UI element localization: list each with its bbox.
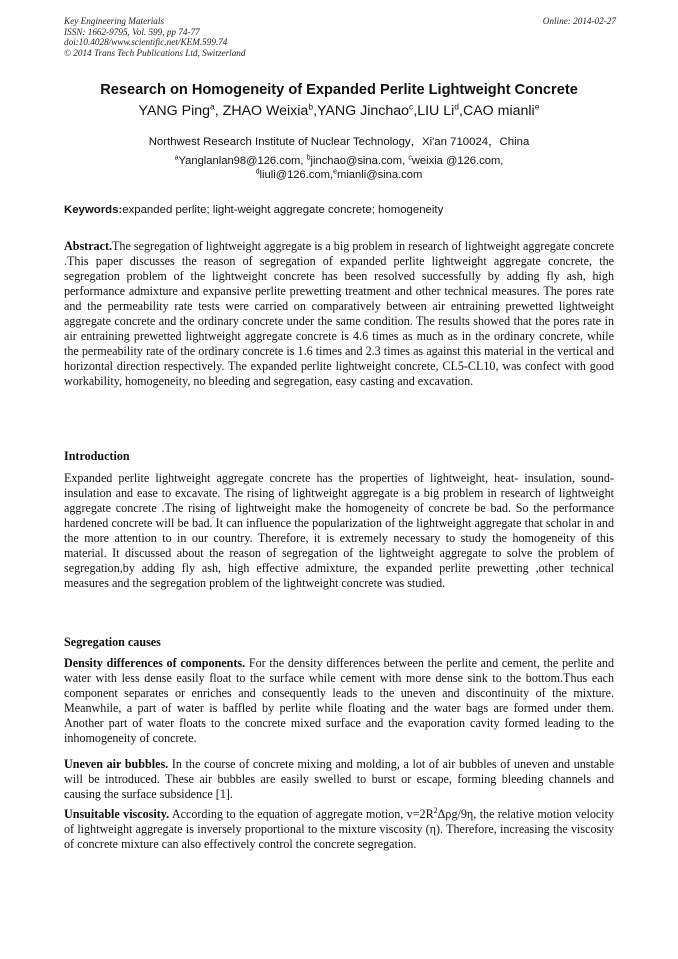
- author-name: YANG Jinchao: [317, 103, 410, 119]
- density-text: For the density differences between the perlite and cement, the perlite and water with less dense easily float to the surface while cement with more dense sink to the bottom.Thus each component separates or enriches and consequently leads to the uneven and discontinuity of the mixture. Meanwhile, a part of water is baffled by perlite while floating and the water bags are formed under them. Another part of water floats to the concrete mixed surface and the evaporation cavity formed leading to the inhomogeneity of concrete.: [64, 656, 614, 746]
- viscosity-label: Unsuitable viscosity.: [64, 807, 170, 821]
- online-date: Online: 2014-02-27: [542, 16, 616, 26]
- author-sup: a: [210, 101, 215, 112]
- author-name: CAO mianli: [462, 103, 535, 119]
- author-sep: ,: [459, 103, 463, 119]
- affiliation: Northwest Research Institute of Nuclear Technology，Xi'an 710024，China: [148, 136, 530, 148]
- email-sup: a: [174, 154, 179, 162]
- air-bubbles-label: Uneven air bubbles.: [64, 757, 169, 771]
- author-sup: e: [534, 101, 540, 112]
- abstract-label: Abstract.: [64, 239, 113, 253]
- author-sep: ,: [313, 103, 318, 119]
- author-name: YANG Ping: [138, 103, 211, 119]
- copyright-line: © 2014 Trans Tech Publications Ltd, Switzerland: [64, 47, 246, 58]
- journal-name: Key Engineering Materials: [64, 16, 165, 26]
- author-sep: ,: [413, 103, 418, 119]
- density-paragraph: [64, 656, 614, 746]
- author-name: LIU Li: [417, 103, 455, 119]
- viscosity-text-b: Δρg/9η, the relative motion velocity of lightweight aggregate is inversely proportional to the mixture viscosity (η). Therefore, increasing the viscosity of concrete mixture can also effectively control the concrete segregation.: [64, 807, 614, 852]
- email-d: liuli@126.com,: [259, 169, 334, 181]
- email-sup: b: [306, 154, 311, 162]
- viscosity-text-a: According to the equation of aggregate motion, v=2R: [169, 807, 434, 821]
- viscosity-sup: 2: [433, 805, 438, 815]
- keywords-text: expanded perlite; light-weight aggregate concrete; homogeneity: [122, 204, 444, 216]
- author-sup: c: [409, 101, 414, 112]
- email-e: mianli@sina.com: [337, 169, 423, 181]
- journal-header: [64, 16, 616, 58]
- issn-line: ISSN: 1662-9795, Vol. 599, pp 74-77: [64, 26, 200, 37]
- email-sup: c: [408, 154, 412, 162]
- author-sup: d: [454, 101, 460, 112]
- email-sup: e: [333, 168, 337, 176]
- density-label: Density differences of components.: [64, 656, 246, 670]
- air-bubbles-text: In the course of concrete mixing and molding, a lot of air bubbles of uneven and unstable will be introduced. These air bubbles are easily swelled to burst or escape, forming bleeding channels and causing the surface subsidence [1].: [64, 757, 614, 802]
- email-line-1: [40, 154, 638, 168]
- email-line-2: [40, 168, 638, 182]
- author-name: ZHAO Weixia: [222, 103, 309, 119]
- keywords-label: Keywords:: [64, 204, 123, 216]
- abstract-text: The segregation of lightweight aggregate is a big problem in research of lightweight aggregate concrete .This paper discusses the reason of segregation of expanded perlite lightweight aggregate concrete, the segregation problem of the lightweight concrete has been resolved successfully by adding fly ash, high performance admixture and expansive perlite prewetting treatment and other technical measures. The pores rate and the permeability rate tests were carried on comparatively between air entraining prewetted lightweight aggregate concrete and the ordinary concrete under the same condition. The results showed that the pores rate in air entraining prewetted lightweight aggregate concrete is 4.6 times as much as in the ordinary concrete, while the permeability rate of the ordinary concrete is 1.6 times and 2.3 times as against this material in the vertical and horizontal direction respectively. The expanded perlite lightweight concrete, CL5-CL10, was confect with good workability, homogeneity, no bleeding and segregation, easy casting and excavation.: [64, 239, 614, 389]
- email-block: [40, 154, 638, 182]
- doi-line: doi:10.4028/www.scientific.net/KEM.599.74: [64, 37, 228, 48]
- paper-title: Research on Homogeneity of Expanded Perlite Lightweight Concrete: [100, 82, 578, 98]
- segregation-heading: Segregation causes: [64, 635, 161, 649]
- email-a: Yanglanlan98@126.com,: [178, 155, 307, 167]
- author-list: [40, 103, 638, 119]
- abstract: [64, 239, 614, 389]
- email-sup: d: [255, 168, 260, 176]
- author-sep: ,: [214, 103, 223, 119]
- email-c: weixia @126.com,: [411, 155, 504, 167]
- introduction-text: Expanded perlite lightweight aggregate concrete has the properties of lightweight, heat- insulation, sound-insulation and ease to excavate. The rising of lightweight aggregate is a big problem in research of lightweight aggregate concrete .The rising of lightweight make the homogeneity of concrete be bad. So the performance hardened concrete will be bad. It can influence the popularization of the lightweight aggregate that scholar in and the more attention to in our country. Therefore, it is extremely necessary to study the homogeneity of this material. It discussed about the reason of segregation of the lightweight aggregate to solve the problem of segregation,by adding fly ash, high effective admixture, the expanded perlite prewetting ,other technical measures and the segregation problem of the lightweight concrete was studied.: [64, 471, 614, 591]
- author-sup: b: [308, 101, 314, 112]
- email-b: jinchao@sina.com,: [310, 155, 409, 167]
- air-bubbles-paragraph: [64, 757, 614, 802]
- introduction-heading: Introduction: [64, 449, 130, 463]
- viscosity-paragraph: [64, 807, 614, 852]
- keywords: [64, 204, 616, 216]
